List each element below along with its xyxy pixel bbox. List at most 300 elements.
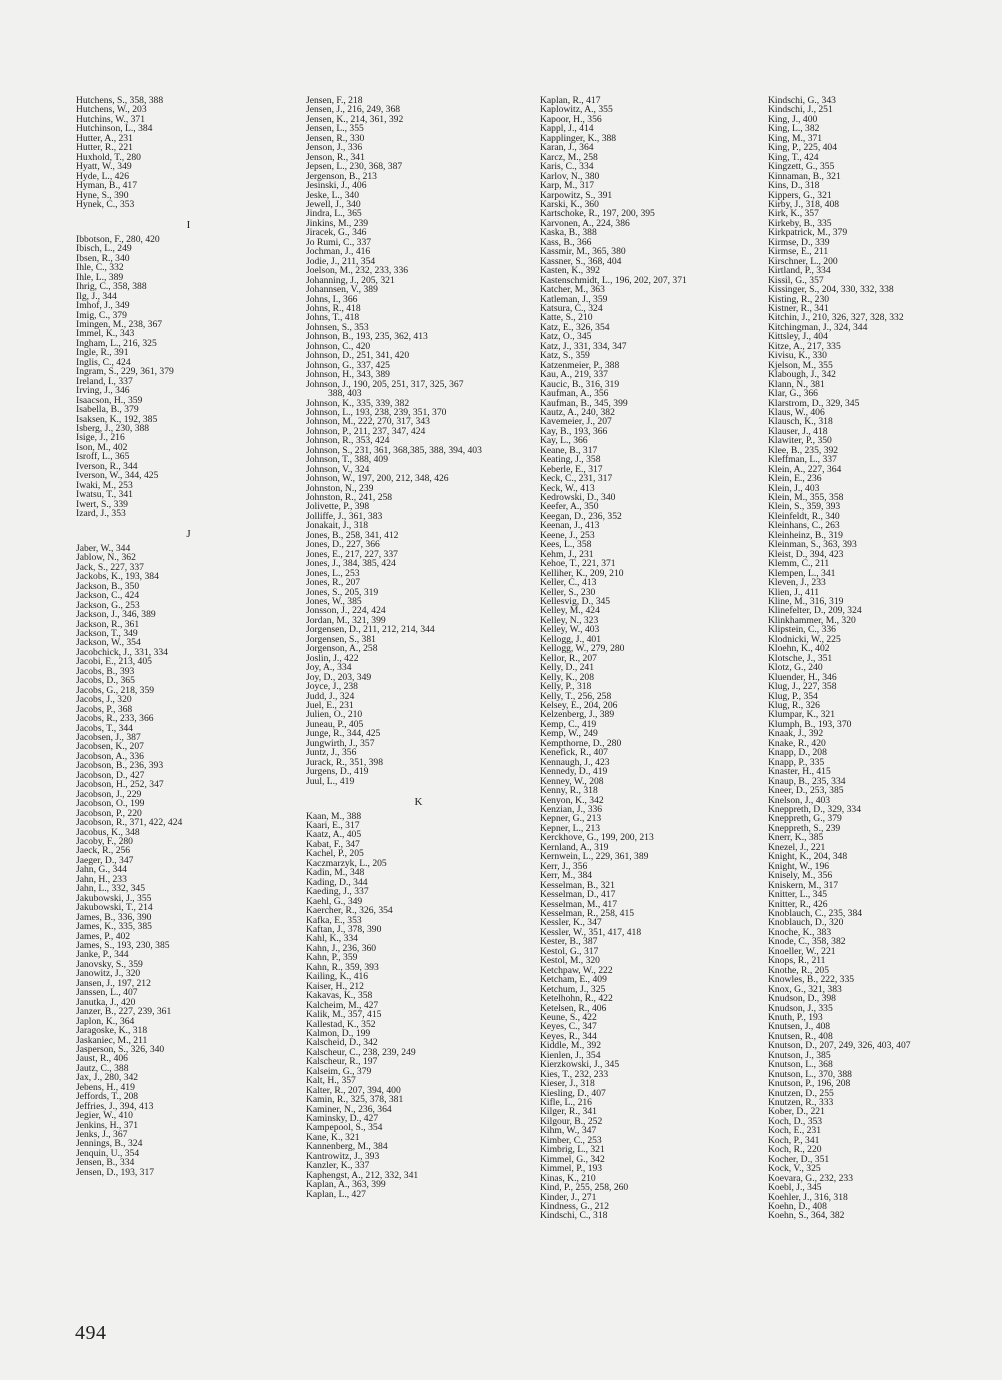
index-entry: Klee, B., 235, 392 — [768, 444, 839, 456]
index-entry: Jensen, D., 193, 317 — [76, 1166, 155, 1178]
index-entry: Jenson, J., 336 — [306, 142, 363, 154]
index-entry: Kapplinger, K., 388 — [540, 132, 617, 144]
index-entry: Isaacson, H., 359 — [76, 394, 143, 406]
index-entry: Ketchum, J., 325 — [540, 983, 606, 995]
index-entry: Kaehl, G., 349 — [306, 895, 363, 907]
index-entry: Kakavas, K., 358 — [306, 990, 373, 1002]
index-entry: Kernwein, L., 229, 361, 389 — [540, 851, 649, 863]
index-entry: Kesselman, B., 321 — [540, 879, 615, 891]
index-entry: Keck, C., 231, 317 — [540, 473, 613, 485]
index-entry: Kaplowitz, A., 355 — [540, 104, 613, 116]
index-entry: Knutson, L., 370, 388 — [768, 1068, 852, 1080]
index-entry: Kerr, J., 356 — [540, 860, 588, 872]
index-entry: Knisely, M., 356 — [768, 870, 833, 882]
index-entry: Kerckhove, G., 199, 200, 213 — [540, 832, 654, 844]
index-entry: Kay, L., 366 — [540, 435, 588, 447]
index-entry: Ketelhohn, R., 422 — [540, 993, 613, 1005]
index-entry: Jolivette, P., 398 — [306, 501, 370, 513]
index-entry: Jacobi, E., 213, 405 — [76, 656, 152, 668]
index-entry: Kemp, W., 249 — [540, 728, 598, 740]
index-entry: Jakubowski, J., 355 — [76, 892, 152, 904]
index-entry: Kassmir, M., 365, 380 — [540, 246, 626, 258]
index-entry: Kitchin, J., 210, 326, 327, 328, 332 — [768, 312, 904, 324]
index-entry: Kahl, K., 334 — [306, 933, 358, 945]
index-entry: Koehn, D., 408 — [768, 1201, 827, 1213]
index-entry: Klein, E., 236 — [768, 473, 822, 485]
index-entry: Kaeding, J., 337 — [306, 886, 369, 898]
index-entry: Janutka, J., 420 — [76, 996, 136, 1008]
index-entry: Johns, T., 418 — [306, 312, 360, 324]
index-entry: Kleven, J., 233 — [768, 577, 826, 589]
index-entry: Klein, M., 355, 358 — [768, 492, 844, 504]
index-entry: Kelly, P., 318 — [540, 681, 592, 693]
index-entry: Keberle, E., 317 — [540, 463, 603, 475]
index-entry: Hutter, A., 231 — [76, 132, 133, 144]
index-entry: Klann, N., 381 — [768, 378, 825, 390]
index-entry: Knutsen, J., 408 — [768, 1021, 831, 1033]
index-entry: Katz, O., 345 — [540, 331, 592, 343]
index-entry: Jungwirth, J., 357 — [306, 737, 375, 749]
index-entry: Kanzler, K., 337 — [306, 1160, 370, 1172]
index-entry: Kenefick, R., 407 — [540, 747, 608, 759]
index-entry: Iverson, W., 344, 425 — [76, 470, 159, 482]
index-entry: Kahn, P., 359 — [306, 952, 358, 964]
index-entry: Kellogg, W., 279, 280 — [540, 643, 625, 655]
index-entry: Kesselman, D., 417 — [540, 889, 616, 901]
index-entry: Huxhold, T., 280 — [76, 151, 141, 163]
index-entry: Kleinman, S., 363, 393 — [768, 539, 857, 551]
index-entry: Kautz, A., 240, 382 — [540, 406, 615, 418]
index-entry: Kies, T., 232, 233 — [540, 1068, 609, 1080]
index-entry: Kindschi, J., 251 — [768, 104, 833, 116]
index-entry: Klug, J., 227, 358 — [768, 681, 837, 693]
index-entry: Johnson, K., 335, 339, 382 — [306, 397, 410, 409]
index-entry: Knapp, P., 335 — [768, 756, 825, 768]
index-entry: Kau, A., 219, 337 — [540, 369, 608, 381]
index-entry: Kneppreth, D., 329, 334 — [768, 803, 861, 815]
index-entry: Jones, R., 207 — [306, 577, 361, 589]
index-entry: Kallestad, K., 352 — [306, 1018, 376, 1030]
index-entry: Kaphengst, A., 212, 332, 341 — [306, 1169, 419, 1181]
index-entry: Jackobs, K., 193, 384 — [76, 571, 159, 583]
index-entry: Knutsen, R., 408 — [768, 1030, 833, 1042]
index-entry: Kock, V., 325 — [768, 1163, 821, 1175]
index-entry: Kalcheim, M., 427 — [306, 999, 379, 1011]
index-entry: Kinnaman, B., 321 — [768, 170, 841, 182]
index-entry: Kemp, C., 419 — [540, 718, 597, 730]
index-entry: Kelly, K., 208 — [540, 671, 595, 683]
index-entry: Jo Rumi, C., 337 — [306, 236, 372, 248]
index-entry: Jennings, B., 324 — [76, 1138, 143, 1150]
index-entry: Jacobson, J., 229 — [76, 788, 142, 800]
index-entry: Knode, C., 358, 382 — [768, 936, 846, 948]
index-entry: Ketelsen, R., 406 — [540, 1002, 607, 1014]
index-entry: Kjelson, M., 355 — [768, 359, 833, 371]
index-column-3 — [540, 96, 765, 1221]
index-entry: Juntz, J., 356 — [306, 747, 357, 759]
index-entry: Kneer, D., 253, 385 — [768, 785, 844, 797]
index-entry: Kafka, E., 353 — [306, 914, 362, 926]
index-entry: Karp, M., 317 — [540, 180, 595, 192]
index-entry: Kaftan, J., 378, 390 — [306, 923, 382, 935]
index-entry: Kelliher, K., 209, 210 — [540, 567, 624, 579]
index-entry: Jackson, C., 424 — [76, 590, 140, 602]
index-entry: Johnson, L., 193, 238, 239, 351, 370 — [306, 406, 447, 418]
index-entry: Kachel, P., 205 — [306, 848, 364, 860]
index-entry: Jenks, J., 367 — [76, 1129, 128, 1141]
index-entry: Kitchingman, J., 324, 344 — [768, 321, 868, 333]
index-entry: Kepner, G., 213 — [540, 813, 602, 825]
index-entry: Koevara, G., 232, 233 — [768, 1172, 853, 1184]
index-entry: Jax, J., 280, 342 — [76, 1072, 139, 1084]
index-entry: Keefer, A., 350 — [540, 501, 599, 513]
index-entry: Knudson, D., 398 — [768, 993, 836, 1005]
index-entry: Kees, L., 358 — [540, 539, 592, 551]
index-entry: Jensen, K., 214, 361, 392 — [306, 113, 404, 125]
index-entry: Ison, M., 402 — [76, 441, 128, 453]
index-entry: Kirmse, D., 339 — [768, 236, 830, 248]
index-entry: Kilgour, B., 252 — [540, 1115, 603, 1127]
index-entry: Ketchpaw, W., 222 — [540, 964, 613, 976]
index-entry: Joy, A., 334 — [306, 662, 352, 674]
index-entry: Keegan, D., 236, 352 — [540, 510, 622, 522]
index-entry: Karis, C., 334 — [540, 161, 594, 173]
index-column-1 — [76, 96, 301, 1177]
index-entry: Jones, J., 384, 385, 424 — [306, 558, 396, 570]
index-entry: Kabat, F., 347 — [306, 838, 360, 850]
index-entry: Iwatsu, T., 341 — [76, 489, 133, 501]
index-entry: Koch, R., 220 — [768, 1144, 822, 1156]
index-entry: Janke, P., 344 — [76, 949, 129, 961]
index-entry: Jansen, J., 197, 212 — [76, 977, 151, 989]
index-entry: Kniskern, M., 317 — [768, 879, 839, 891]
index-entry: Kepner, L., 213 — [540, 822, 601, 834]
index-entry: Kline, M., 316, 319 — [768, 596, 844, 608]
index-entry: Jacobs, D., 365 — [76, 675, 135, 687]
index-entry: Jonakait, J., 318 — [306, 520, 369, 532]
index-entry: Kaminsky, D., 427 — [306, 1113, 379, 1125]
index-entry: Jacobs, B., 393 — [76, 665, 135, 677]
index-entry: King, P., 225, 404 — [768, 142, 838, 154]
index-entry: Kleinheinz, B., 319 — [768, 529, 843, 541]
index-entry: Kleist, D., 394, 423 — [768, 548, 844, 560]
index-entry: Koebl, J., 345 — [768, 1182, 822, 1194]
index-entry: Joyce, J., 238 — [306, 681, 358, 693]
index-entry: Kisting, R., 230 — [768, 293, 830, 305]
index-entry: Kitze, A., 217, 335 — [768, 340, 841, 352]
index-entry: Keyes, C., 347 — [540, 1021, 597, 1033]
index-entry: Hutchinson, L., 384 — [76, 123, 153, 135]
index-entry: Janovsky, S., 359 — [76, 958, 143, 970]
index-entry: Jacobs, J., 320 — [76, 694, 132, 706]
index-entry: Kirby, J., 318, 408 — [768, 198, 840, 210]
index-entry: Kimmel, P., 193 — [540, 1163, 603, 1175]
index-entry: Koehn, S., 364, 382 — [768, 1210, 845, 1222]
index-entry: Kaucic, B., 316, 319 — [540, 378, 620, 390]
index-entry: Ibisch, L., 249 — [76, 243, 132, 255]
index-entry: Kierzkowski, J., 345 — [540, 1059, 620, 1071]
index-entry: Kneppreth, G., 379 — [768, 813, 842, 825]
index-entry: Jacobson, D., 427 — [76, 769, 145, 781]
index-entry: Koch, D., 353 — [768, 1115, 823, 1127]
index-entry: Knerr, K., 385 — [768, 832, 824, 844]
index-entry: Kesselman, R., 258, 415 — [540, 907, 635, 919]
index-entry: Kieser, J., 318 — [540, 1078, 595, 1090]
index-entry: Kaczmarzyk, L., 205 — [306, 857, 387, 869]
index-entry: Jacobchick, J., 331, 334 — [76, 646, 168, 658]
index-entry: Kimmel, G., 342 — [540, 1153, 605, 1165]
index-entry: Jacobus, K., 348 — [76, 826, 140, 838]
index-entry: Izard, J., 353 — [76, 508, 126, 520]
index-entry: Irving, J., 346 — [76, 385, 130, 397]
page-number: 494 — [75, 1322, 107, 1344]
index-entry: Knelson, J., 403 — [768, 794, 831, 806]
index-entry: Kaari, E., 317 — [306, 819, 360, 831]
index-entry: Kirkeby, B., 335 — [768, 217, 832, 229]
index-entry: Hutchens, W., 203 — [76, 104, 147, 116]
section-letter: I — [186, 219, 191, 232]
index-entry: Kessler, K., 347 — [540, 917, 602, 929]
index-entry: Jacobson, R., 371, 422, 424 — [76, 817, 183, 829]
index-entry: Koehler, J., 316, 318 — [768, 1191, 848, 1203]
index-entry: Kaatz, A., 405 — [306, 829, 362, 841]
index-entry: Knapp, D., 208 — [768, 747, 827, 759]
index-entry: Klempen, L., 341 — [768, 567, 836, 579]
index-entry: Janzer, B., 227, 239, 361 — [76, 1006, 172, 1018]
index-entry: Klarstrom, D., 329, 345 — [768, 397, 860, 409]
index-entry: Kassner, S., 368, 404 — [540, 255, 622, 267]
index-entry: Jeffries, J., 394, 413 — [76, 1100, 154, 1112]
index-entry: Kane, K., 321 — [306, 1131, 360, 1143]
index-entry: Jepsen, L., 230, 368, 387 — [306, 161, 403, 173]
index-entry: Kehoe, T., 221, 371 — [540, 558, 616, 570]
index-entry: Imingen, M., 238, 367 — [76, 318, 163, 330]
index-entry: Klumph, B., 193, 370 — [768, 718, 852, 730]
index-entry: Kelley, N., 323 — [540, 614, 599, 626]
index-entry: Johns, I., 366 — [306, 293, 358, 305]
index-entry: Iwaki, M., 253 — [76, 479, 133, 491]
index-entry: Knoblauch, D., 320 — [768, 917, 844, 929]
index-entry: Jaskaniec, M., 211 — [76, 1034, 148, 1046]
index-entry: Kinder, J., 271 — [540, 1191, 597, 1203]
index-entry: Jurack, R., 351, 398 — [306, 756, 384, 768]
index-entry: Kellogg, J., 401 — [540, 633, 602, 645]
index-entry: Katz, S., 359 — [540, 350, 590, 362]
index-column-4 — [768, 96, 993, 1221]
index-entry: Jahn, G., 344 — [76, 864, 127, 876]
index-entry: Hyman, B., 417 — [76, 180, 138, 192]
index-entry: Kaplan, R., 417 — [540, 95, 601, 106]
index-entry: Isberg, J., 230, 388 — [76, 422, 150, 434]
index-entry: Immel, K., 343 — [76, 328, 135, 340]
index-entry: 388, 403 — [328, 388, 362, 400]
index-entry: Karan, J., 364 — [540, 142, 594, 154]
index-entry: Jasperson, S., 326, 340 — [76, 1043, 165, 1055]
index-entry: Kempthorne, D., 280 — [540, 737, 622, 749]
index-entry: Kirk, K., 357 — [768, 208, 819, 220]
index-entry: Johnston, R., 241, 258 — [306, 492, 393, 504]
index-entry: Kesselman, M., 417 — [540, 898, 618, 910]
index-entry: Kloehn, K., 402 — [768, 643, 830, 655]
index-entry: Kneppreth, S., 239 — [768, 822, 841, 834]
index-entry: Kadin, M., 348 — [306, 867, 365, 879]
index-entry: Kading, D., 344 — [306, 876, 368, 888]
index-entry: Kaska, B., 388 — [540, 227, 597, 239]
index-entry: Knoblauch, C., 235, 384 — [768, 907, 863, 919]
index-entry: Kelly, T., 256, 258 — [540, 690, 612, 702]
index-entry: Jensen, F., 218 — [306, 95, 363, 106]
index-entry: Juneau, P., 405 — [306, 718, 364, 730]
index-entry: Karski, K., 360 — [540, 198, 599, 210]
index-entry: Ihrig, C., 358, 388 — [76, 281, 147, 293]
index-entry: Kihm, W., 347 — [540, 1125, 597, 1137]
index-entry: Kiesling, D., 407 — [540, 1087, 606, 1099]
index-entry: Kissinger, S., 204, 330, 332, 338 — [768, 284, 894, 296]
index-entry: Kampepool, S., 354 — [306, 1122, 383, 1134]
index-entry: Kirkpatrick, M., 379 — [768, 227, 848, 239]
index-entry: Hyne, S., 390 — [76, 189, 129, 201]
index-entry: Jablow, N., 362 — [76, 552, 136, 564]
index-entry: Jolliffe, J., 361, 383 — [306, 510, 383, 522]
index-entry: Johanning, J., 205, 321 — [306, 274, 395, 286]
index-entry: Knitter, L., 345 — [768, 889, 828, 901]
index-entry: Klinkhammer, M., 320 — [768, 614, 856, 626]
index-entry: Kerr, M., 384 — [540, 870, 593, 882]
index-entry: Johnsen, S., 353 — [306, 321, 369, 333]
index-entry: Knitter, R., 426 — [768, 898, 828, 910]
index-entry: Knops, R., 211 — [768, 955, 826, 967]
index-entry: Katte, S., 210 — [540, 312, 593, 324]
index-entry: Imig, C., 379 — [76, 309, 127, 321]
index-entry: Keller, C., 413 — [540, 577, 597, 589]
index-entry: Japlon, K., 364 — [76, 1015, 135, 1027]
index-entry: Jordan, M., 321, 399 — [306, 614, 386, 626]
index-entry: Kedrowski, D., 340 — [540, 492, 616, 504]
index-entry: Jeffords, T., 208 — [76, 1091, 139, 1103]
index-entry: Kindschi, G., 343 — [768, 95, 836, 106]
index-entry: Kaiser, H., 212 — [306, 980, 364, 992]
index-entry: Kalscheid, D., 342 — [306, 1037, 378, 1049]
index-entry: Jones, W., 385 — [306, 596, 362, 608]
index-entry: Kelley, W., 403 — [540, 624, 600, 636]
index-entry: Klabough, J., 342 — [768, 369, 836, 381]
index-entry: Kelley, M., 424 — [540, 605, 600, 617]
index-entry: Kober, D., 221 — [768, 1106, 825, 1118]
index-entry: Kennaugh, J., 423 — [540, 756, 610, 768]
index-entry: Ihle, C., 332 — [76, 262, 124, 274]
index-entry: Jackson, T., 349 — [76, 628, 138, 640]
index-entry: Jackson, J., 346, 389 — [76, 609, 156, 621]
index-entry: Knudson, J., 335 — [768, 1002, 833, 1014]
index-entry: Kailing, K., 416 — [306, 971, 369, 983]
index-entry: Johannsen, V., 389 — [306, 284, 378, 296]
index-entry: Kirschner, L., 200 — [768, 255, 838, 267]
index-entry: Kivisu, K., 330 — [768, 350, 827, 362]
index-entry: Keenan, J., 413 — [540, 520, 600, 532]
index-entry: Jonsson, J., 224, 424 — [306, 605, 386, 617]
index-entry: Knaup, B., 235, 334 — [768, 775, 846, 787]
index-entry: Jones, E., 217, 227, 337 — [306, 548, 398, 560]
index-entry: Jacobson, O., 199 — [76, 798, 145, 810]
index-entry: Iwert, S., 339 — [76, 498, 128, 510]
index-entry: James, P., 402 — [76, 930, 131, 942]
index-entry: Kindness, G., 212 — [540, 1201, 610, 1213]
index-entry: Johnson, C., 420 — [306, 340, 371, 352]
index-entry: Knoche, K., 383 — [768, 926, 832, 938]
index-entry: Kissil, G., 357 — [768, 274, 824, 286]
index-entry: Hyde, L., 426 — [76, 170, 130, 182]
index-entry: Johnson, S., 231, 361, 368,385, 388, 394, 403 — [306, 444, 482, 456]
index-entry: Karcz, M., 258 — [540, 151, 598, 163]
index-entry: Jensen, L., 355 — [306, 123, 364, 135]
index-entry: Kaan, M., 388 — [306, 810, 362, 822]
index-entry: King, M., 371 — [768, 132, 823, 144]
index-entry: Keyes, R., 344 — [540, 1030, 597, 1042]
index-entry: Klaus, W., 406 — [768, 406, 825, 418]
index-entry: Jindra, L., 365 — [306, 208, 362, 220]
index-entry: Knight, W., 196 — [768, 860, 830, 872]
index-entry: Kantrowitz, J., 393 — [306, 1150, 380, 1162]
index-entry: Kay, B., 193, 366 — [540, 425, 608, 437]
index-entry: Kaplan, A., 363, 399 — [306, 1179, 386, 1191]
index-entry: Klein, J., 403 — [768, 482, 820, 494]
index-entry: Knaak, J., 392 — [768, 728, 824, 740]
index-entry: Kapoor, H., 356 — [540, 113, 602, 125]
index-entry: Kalter, R., 207, 394, 400 — [306, 1084, 401, 1096]
index-entry: Jautz, C., 388 — [76, 1062, 129, 1074]
index-entry: Kilger, R., 341 — [540, 1106, 597, 1118]
index-entry: Isroff, L., 365 — [76, 451, 130, 463]
index-entry: King, J., 400 — [768, 113, 818, 125]
index-entry: Hutter, R., 221 — [76, 142, 133, 154]
index-entry: Johnson, H., 343, 389 — [306, 369, 390, 381]
index-entry: Kehm, J., 231 — [540, 548, 594, 560]
index-entry: Katz, J., 331, 334, 347 — [540, 340, 627, 352]
index-entry: Jacobs, T., 344 — [76, 722, 133, 734]
index-entry: Kahn, R., 359, 393 — [306, 961, 379, 973]
index-entry: Inglis, C., 424 — [76, 356, 131, 368]
index-entry: Jenquin, U., 354 — [76, 1147, 140, 1159]
index-entry: Julien, O., 210 — [306, 709, 363, 721]
index-entry: Jones, L., 253 — [306, 567, 360, 579]
index-entry: Kasten, K., 392 — [540, 265, 600, 277]
index-entry: Kernland, A., 319 — [540, 841, 609, 853]
index-entry: Jones, B., 258, 341, 412 — [306, 529, 399, 541]
index-entry: Klar, G., 366 — [768, 388, 818, 400]
index-entry: Isabella, B., 379 — [76, 404, 139, 416]
index-entry: Jensen, R., 330 — [306, 132, 365, 144]
index-entry: Kaplan, L., 427 — [306, 1188, 366, 1200]
index-entry: Jack, S., 227, 337 — [76, 561, 144, 573]
index-entry: Jebens, H., 419 — [76, 1081, 135, 1093]
index-entry: Kalseim, G., 379 — [306, 1065, 372, 1077]
index-entry: Jeske, L., 340 — [306, 189, 360, 201]
index-entry: Jewell, J., 340 — [306, 198, 361, 210]
index-entry: Kavemeier, J., 207 — [540, 416, 612, 428]
index-entry: Knezel, J., 221 — [768, 841, 826, 853]
index-entry: Kaufman, B., 345, 399 — [540, 397, 628, 409]
index-entry: Johnson, P., 211, 237, 347, 424 — [306, 425, 426, 437]
index-entry: Knowles, B., 222, 335 — [768, 974, 855, 986]
index-entry: Keane, B., 317 — [540, 444, 598, 456]
index-entry: Johnson, J., 190, 205, 251, 317, 325, 367 — [306, 378, 464, 390]
index-entry: Kienlen, J., 354 — [540, 1049, 601, 1061]
index-entry: Klinefelter, D., 209, 324 — [768, 605, 862, 617]
index-entry: Kistner, R., 341 — [768, 302, 829, 314]
index-entry: Jackson, R., 361 — [76, 618, 140, 630]
index-entry: Kessler, W., 351, 417, 418 — [540, 926, 642, 938]
index-entry: Kittsley, J., 404 — [768, 331, 828, 343]
